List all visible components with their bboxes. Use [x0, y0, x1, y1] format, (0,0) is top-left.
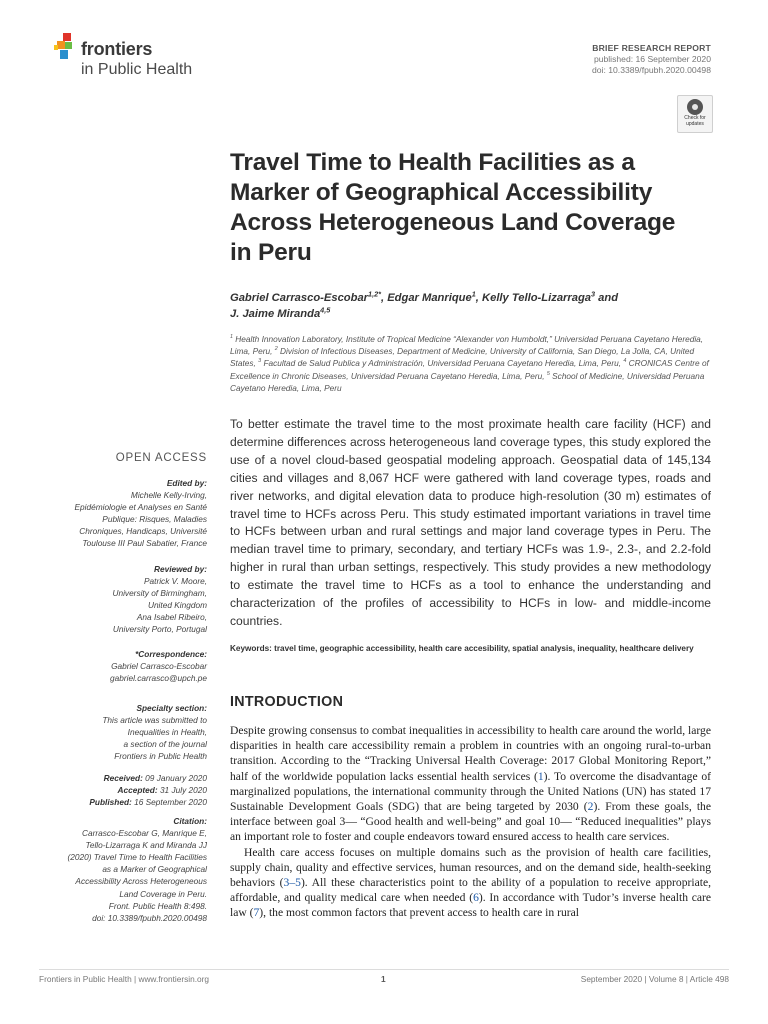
accepted-date	[47, 784, 207, 796]
check-updates-icon	[687, 99, 703, 115]
citation-line: (2020) Travel Time to Health Facilities	[67, 852, 207, 863]
correspondence-block	[47, 648, 207, 684]
reference-link[interactable]: 1	[537, 769, 544, 783]
author-affil-sup: 3	[591, 289, 596, 299]
reference-link[interactable]: 3–5	[283, 876, 301, 890]
affil-sup: 1	[230, 334, 233, 341]
editor-line: Epidémiologie et Analyses en Santé	[74, 502, 207, 513]
affil-sup: 3	[258, 358, 262, 365]
author-separator: ,	[380, 292, 388, 304]
published-value: 16 September 2020	[131, 797, 207, 808]
editor-line: Michelle Kelly-Irving,	[130, 490, 207, 501]
citation-label: Citation:	[173, 816, 207, 826]
frontiers-logo-icon	[54, 33, 80, 61]
published-date: published: 16 September 2020	[593, 54, 711, 64]
accepted-label: Accepted:	[117, 785, 158, 796]
citation-line: Accessibility Across Heterogeneous	[75, 876, 207, 887]
author-list	[230, 290, 710, 322]
paragraph: Despite growing consensus to combat inequalities in accessibility to health care around the world, large disparities in health care accessibility remain a problem in countries with an ongoing rural-to-urban transition. According to the “Tracking Universal Health Coverage: 2017 Global Monitoring Report,” half of the worldwide population lacks essential health services (1). To overcome the disadvantage of marginalized populations, the international community through the United Nations (UN) has stated 17 Sustainable Development Goals (SDG) that are being targeted by 2030 (2). From these goals, the interface between goal 3— “Good health and well-being” and goal 10— “Reduced inequalities” plays an important role to foster and couple endeavors toward ensured access to health care services.	[230, 724, 711, 844]
author-name[interactable]: J. Jaime Miranda	[230, 308, 321, 320]
edited-by-label: Edited by:	[166, 478, 207, 488]
author-name[interactable]: Kelly Tello-Lizarraga	[482, 292, 592, 304]
reviewer-line: University Porto, Portugal	[112, 624, 207, 635]
author-affil-sup: 1	[471, 289, 476, 299]
affiliation: CRONICAS Centre of Excellence in Chronic Diseases, Universidad Peruana Cayetano Heredia, Lima, Peru,	[230, 358, 709, 381]
reviewer-line: Patrick V. Moore,	[143, 576, 207, 587]
author-affil-sup: 1,2*	[368, 289, 381, 299]
footer-journal[interactable]: Frontiers in Public Health | www.frontiersin.org	[39, 974, 210, 984]
article-title: Travel Time to Health Facilities as a Marker of Geographical Accessibility Across Heterogeneous Land Coverage in Peru	[230, 149, 676, 266]
reviewed-by-label: Reviewed by:	[153, 564, 207, 574]
citation-doi[interactable]: doi: 10.3389/fpubh.2020.00498	[92, 912, 207, 923]
introduction-text	[230, 723, 711, 921]
dates-block	[47, 772, 207, 808]
received-label: Received:	[103, 773, 143, 783]
keywords-list: travel time, geographic accessibility, health care accesibility, spatial analysis, inequality, healthcare delivery	[271, 644, 694, 653]
editor-line: Publique: Risques, Maladies	[102, 514, 207, 525]
affiliations	[230, 333, 712, 394]
keywords	[230, 643, 711, 655]
reviewed-by-block	[47, 563, 207, 636]
edited-by-block	[47, 477, 207, 550]
section-heading-introduction: INTRODUCTION	[230, 694, 344, 710]
affiliation: Facultad de Salud Publica y Administración, Universidad Peruana Cayetano Heredia, Lima, Peru,	[261, 358, 624, 369]
editor-line: Toulouse III Paul Sabatier, France	[82, 538, 207, 549]
affiliation: School of Medicine, Universidad Peruana Cayetano Heredia, Lima, Peru	[230, 370, 705, 393]
report-type: BRIEF RESEARCH REPORT	[592, 43, 711, 53]
affiliation: Division of Infectious Diseases, Department of Medicine, University of California, San Diego, La Jolla, CA, United States,	[230, 346, 695, 369]
specialty-line: Inequalities in Health,	[127, 727, 207, 738]
journal-name: in Public Health	[81, 61, 193, 78]
received-value: 09 January 2020	[142, 773, 207, 783]
specialty-label: Specialty section:	[136, 703, 207, 713]
author-separator: and	[595, 292, 619, 304]
footer-issue: September 2020 | Volume 8 | Article 498	[580, 974, 729, 984]
affil-sup: 4	[623, 358, 627, 365]
citation-block	[47, 815, 207, 924]
citation-line: as a Marker of Geographical	[102, 864, 207, 875]
published-label: Published:	[89, 797, 132, 808]
reviewer-line: United Kingdom	[147, 600, 207, 611]
paragraph: Health care access focuses on multiple domains such as the provision of health care facilities, supply chain, quality and effective services, human resources, and on the demand side, health-seeking behaviors (3–5). All these characteristics point to the ability of a population to receive appropriate, affordable, and quality medical care when needed (6). In accordance with Tudor’s inverse health care law (7), the most common factors that prevent access to health care in rural	[230, 845, 712, 920]
accepted-value: 31 July 2020	[157, 785, 207, 796]
published-date-side	[47, 796, 207, 808]
check-for-updates-button[interactable]	[677, 95, 713, 133]
affiliation: Health Innovation Laboratory, Institute of Tropical Medicine “Alexander von Humboldt,” Universidad Peruana Cayetano Heredia, Lima, Peru,	[230, 334, 704, 357]
correspondence-email[interactable]: gabriel.carrasco@upch.pe	[110, 673, 207, 684]
affil-sup: 2	[274, 346, 278, 353]
author-name[interactable]: Edgar Manrique	[387, 292, 472, 304]
open-access-label: OPEN ACCESS	[115, 452, 207, 464]
specialty-line: This article was submitted to	[102, 715, 207, 726]
abstract: To better estimate the travel time to the most proximate health care facility (HCF) and determine differences across heterogeneous land coverage types, this study explored the use of a novel cloud-based geospatial modeling approach. Geospatial data of 145,134 cities and villages and 8,067 HCF were gathered with land coverage types, roads and river networks, and digital elevation data to produce high-resolution (30 m) estimates of travel time to HCFs across Peru. This study estimated important variations in travel time to HCFs between urban and rural settings and major land coverage types in Peru. The median travel time to primary, secondary, and tertiary HCFs was 1.9-, 2.3-, and 2.2-fold higher in rural than urban settings, respectively. This study provides a new methodology to estimate the travel time to HCFs as a tool to enhance the understanding and characterization of the profiles of accessibility to HCFs in low- and middle-income countries.	[230, 417, 711, 628]
brand-name: frontiers	[81, 39, 153, 59]
reference-link[interactable]: 7	[253, 906, 260, 920]
journal-logo[interactable]	[54, 33, 224, 83]
editor-line: Chroniques, Handicaps, Université	[79, 526, 207, 537]
reviewer-line: Ana Isabel Ribeiro,	[136, 612, 207, 623]
specialty-line: a section of the journal	[123, 739, 207, 750]
affil-sup: 5	[546, 370, 550, 377]
footer-divider	[39, 969, 729, 970]
author-affil-sup: 4,5	[320, 305, 331, 315]
specialty-line: Frontiers in Public Health	[114, 751, 207, 762]
citation-line: Tello-Lizarraga K and Miranda JJ	[85, 840, 207, 851]
report-meta	[592, 43, 711, 76]
received-date	[47, 772, 207, 784]
author-name[interactable]: Gabriel Carrasco-Escobar	[230, 292, 369, 304]
citation-line: Carrasco-Escobar G, Manrique E,	[82, 828, 207, 839]
correspondence-name: Gabriel Carrasco-Escobar	[111, 661, 207, 672]
citation-line: Front. Public Health 8:498.	[108, 900, 207, 911]
reference-link[interactable]: 2	[587, 800, 594, 814]
keywords-label: Keywords:	[230, 644, 272, 653]
author-separator: ,	[475, 292, 483, 304]
correspondence-label: *Correspondence:	[135, 649, 207, 659]
citation-line: Land Coverage in Peru.	[119, 888, 207, 899]
doi[interactable]: doi: 10.3389/fpubh.2020.00498	[592, 65, 711, 75]
reference-link[interactable]: 6	[473, 891, 479, 905]
reviewer-line: University of Birmingham,	[112, 588, 207, 599]
specialty-block	[47, 702, 207, 762]
check-updates-label: Check for updates	[684, 115, 706, 127]
page-number: 1	[381, 974, 386, 984]
